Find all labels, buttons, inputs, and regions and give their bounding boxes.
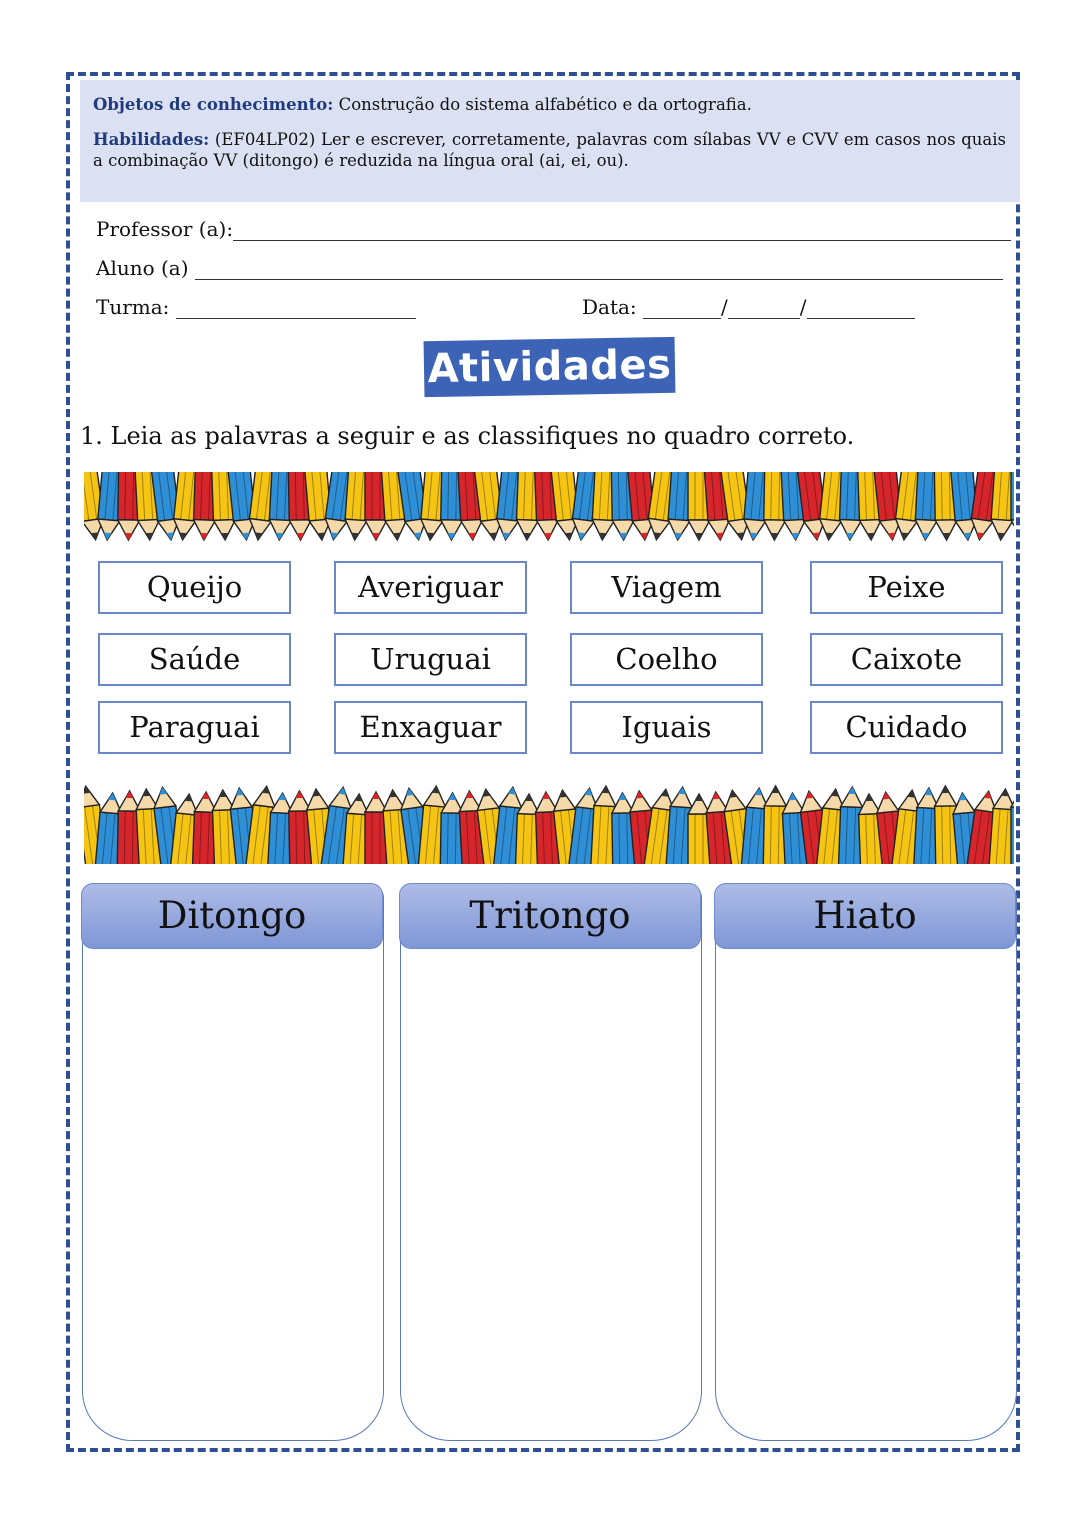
year-line[interactable] <box>807 300 915 319</box>
pencil-border-bottom-art <box>84 784 1014 864</box>
word-card[interactable]: Averiguar <box>334 561 527 614</box>
word-card[interactable]: Cuidado <box>810 701 1003 754</box>
turma-field <box>96 295 416 319</box>
pencil-icon <box>1011 472 1014 540</box>
column-header-tritongo: Tritongo <box>399 883 701 949</box>
column-ditongo[interactable] <box>82 884 384 1441</box>
instruction-text: 1. Leia as palavras a seguir e as classifiques no quadro correto. <box>80 422 855 450</box>
word-card[interactable]: Peixe <box>810 561 1003 614</box>
pencil-border-top <box>84 472 1014 542</box>
data-field <box>582 295 915 319</box>
habilidades-text: (EF04LP02) Ler e escrever, corretamente, palavras com sílabas VV e CVV em casos nos quais a combinação VV (ditongo) é reduzida na língua oral (ai, ei, ou). <box>93 130 1006 170</box>
turma-label: Turma: <box>96 295 170 319</box>
objetos-paragraph <box>93 94 1006 115</box>
date-slash-1: / <box>721 295 728 319</box>
date-slash-2: / <box>799 295 807 319</box>
aluno-label: Aluno (a) <box>96 256 189 280</box>
word-card[interactable]: Paraguai <box>98 701 291 754</box>
column-header-hiato: Hiato <box>714 883 1016 949</box>
objetos-label: Objetos de conhecimento: <box>93 95 334 114</box>
objetos-text: Construção do sistema alfabético e da ortografia. <box>338 95 752 114</box>
word-card[interactable]: Iguais <box>570 701 763 754</box>
word-card[interactable]: Viagem <box>570 561 763 614</box>
activities-title: Atividades <box>424 337 676 397</box>
word-card[interactable]: Caixote <box>810 633 1003 686</box>
word-card[interactable]: Saúde <box>98 633 291 686</box>
word-card[interactable]: Enxaguar <box>334 701 527 754</box>
aluno-line[interactable] <box>195 261 1003 280</box>
day-line[interactable] <box>643 300 721 319</box>
column-hiato[interactable] <box>715 884 1017 1441</box>
habilidades-paragraph <box>93 129 1006 171</box>
objectives-header <box>80 80 1020 202</box>
habilidades-label: Habilidades: <box>93 130 210 149</box>
word-card[interactable]: Coelho <box>570 633 763 686</box>
professor-field <box>96 217 1011 241</box>
aluno-field <box>96 256 1003 280</box>
pencil-icon <box>1011 787 1014 864</box>
turma-line[interactable] <box>176 300 416 319</box>
column-header-ditongo: Ditongo <box>81 883 383 949</box>
data-label: Data: <box>582 295 637 319</box>
pencil-border-top-art <box>84 472 1014 542</box>
word-card[interactable]: Uruguai <box>334 633 527 686</box>
pencil-border-bottom <box>84 784 1014 864</box>
professor-label: Professor (a): <box>96 217 234 241</box>
professor-line[interactable] <box>233 222 1011 241</box>
word-card[interactable]: Queijo <box>98 561 291 614</box>
month-line[interactable] <box>728 300 800 319</box>
column-tritongo[interactable] <box>400 884 702 1441</box>
